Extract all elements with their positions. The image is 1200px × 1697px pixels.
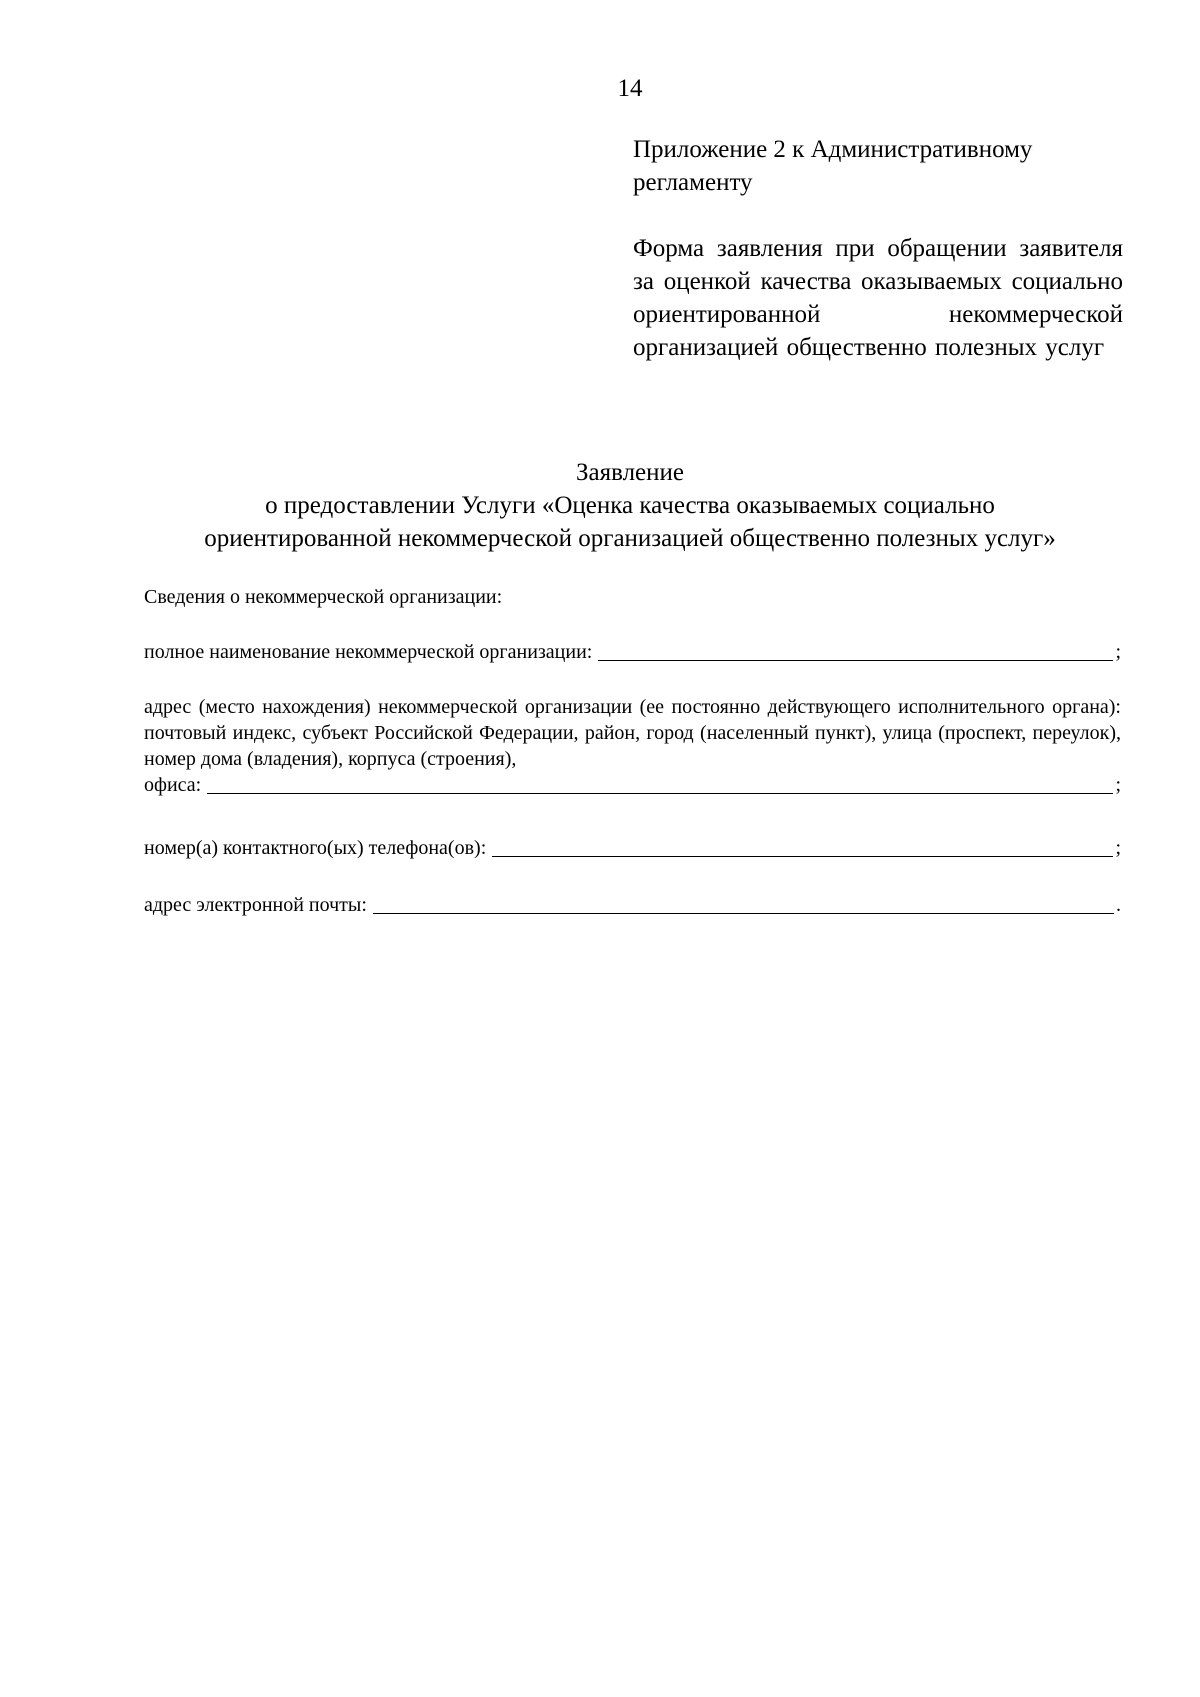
appendix-line-1: Приложение 2 к Административному [633,136,1033,163]
address-terminator: ; [1115,774,1121,796]
full-name-field [144,639,1121,665]
address-office-label: офиса: [144,774,202,796]
appendix-note [633,133,1123,199]
address-field [144,694,1121,798]
phone-input-line[interactable] [492,838,1113,857]
email-field [144,892,1121,918]
full-name-input-line[interactable] [598,642,1113,661]
full-name-label: полное наименование некоммерческой организации: [144,641,593,663]
phone-terminator: ; [1115,837,1121,859]
form-description: Форма заявления при обращении заявителя за оценкой качества оказываемых социально ориентированной некоммерческой организацией общественно полезных услуг [633,235,1123,361]
appendix-line-2: регламенту [633,169,753,196]
document-subtitle-line-2: ориентированной некоммерческой организацией общественно полезных услуг» [204,525,1056,552]
email-input-line[interactable] [373,895,1114,914]
address-input-line[interactable] [207,775,1113,794]
document-subtitle-line-1: о предоставлении Услуги «Оценка качества оказываемых социально [265,492,995,519]
email-label: адрес электронной почты: [144,894,367,916]
document-subtitle [130,489,1130,555]
organization-section-heading: Сведения о некоммерческой организации: [144,586,503,608]
address-description: адрес (место нахождения) некоммерческой организации (ее постоянно действующего исполнительного органа): почтовый индекс, субъект Российской Федерации, район, город (населенный пункт), улица (проспект, переулок), номер дома (владения), корпуса (строения), [144,696,1121,770]
email-terminator: . [1116,894,1121,916]
document-title: Заявление [575,459,685,486]
phone-label: номер(а) контактного(ых) телефона(ов): [144,837,487,859]
full-name-terminator: ; [1115,641,1121,663]
phone-field [144,835,1121,861]
page-number: 14 [617,75,643,102]
